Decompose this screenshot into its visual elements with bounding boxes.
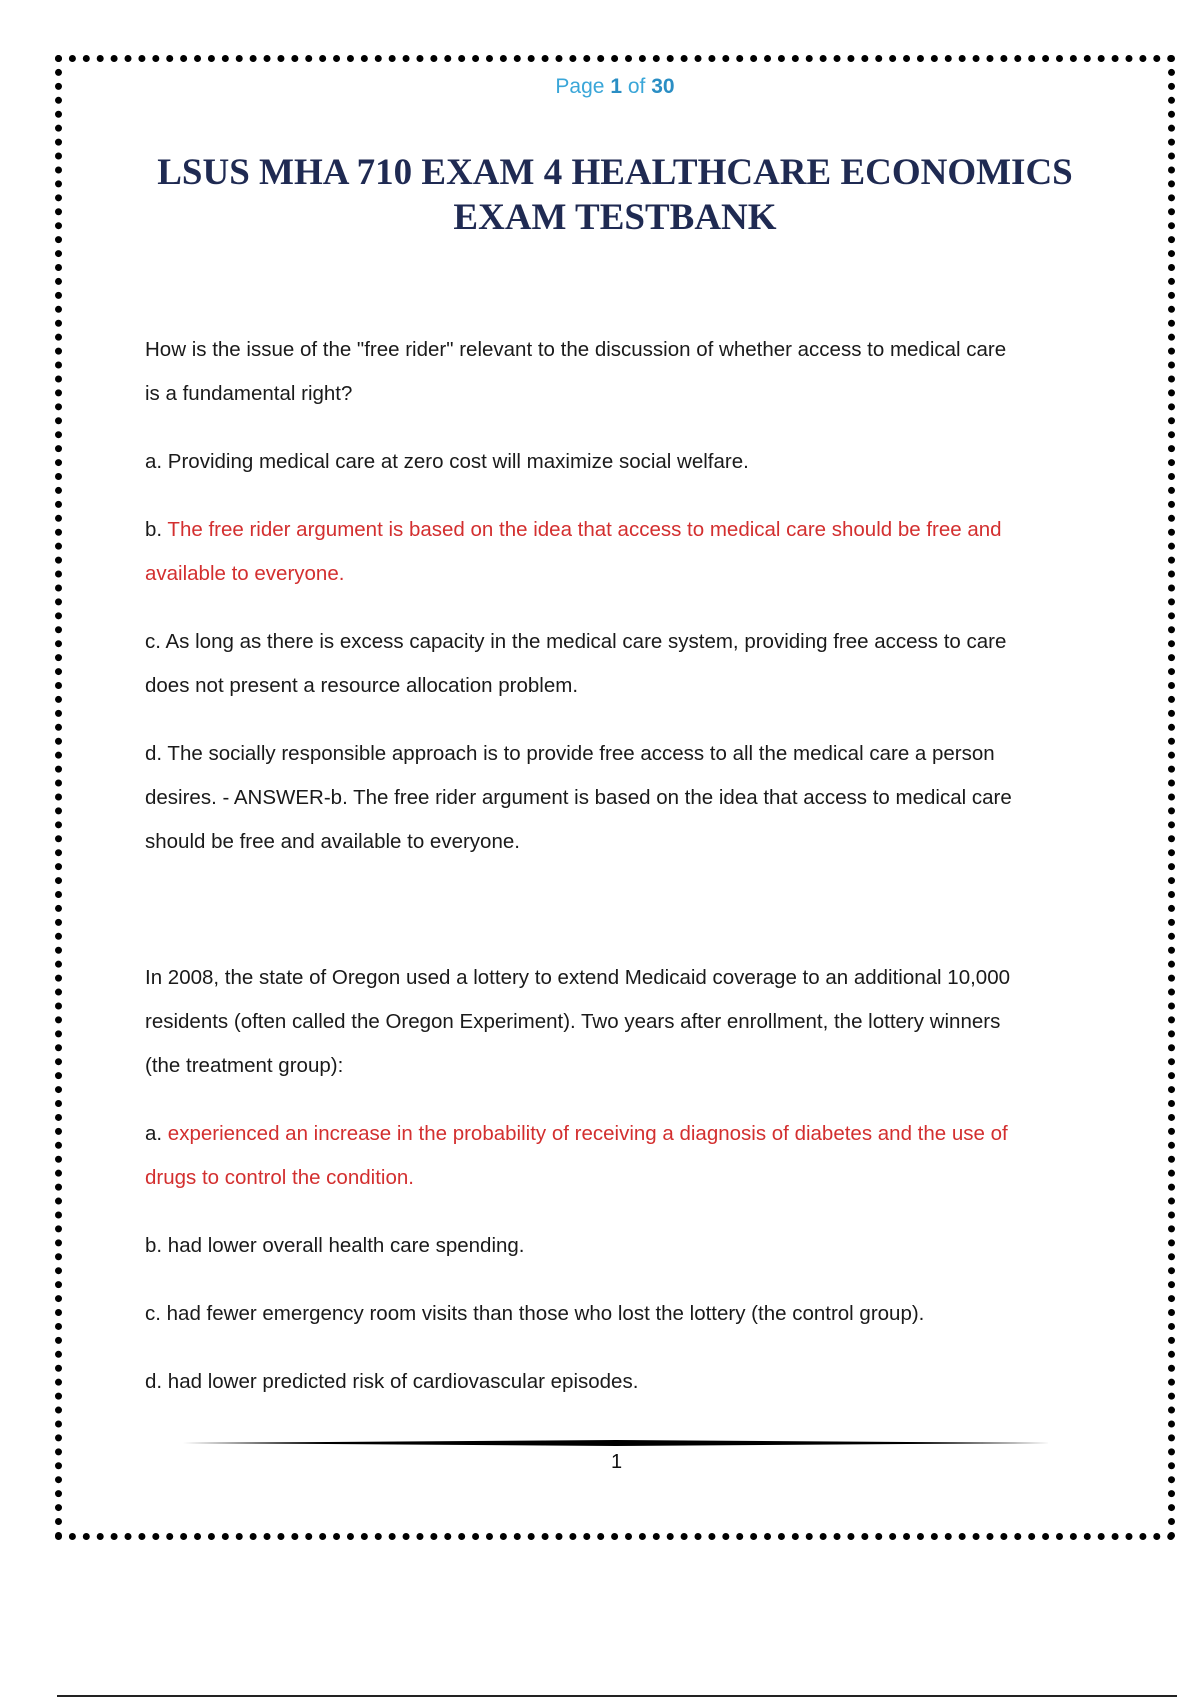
question-2-option-b: b. had lower overall health care spending. bbox=[145, 1234, 525, 1257]
question-2-option-d: d. had lower predicted risk of cardiovascular episodes. bbox=[145, 1370, 639, 1393]
page-number: 1 bbox=[610, 1451, 623, 1473]
bottom-edge-line bbox=[57, 1695, 1177, 1697]
footer-divider bbox=[183, 1440, 1050, 1446]
page-indicator: Page 1 of 30 bbox=[555, 75, 675, 98]
question-1-text: How is the issue of the "free rider" relevant to the discussion of whether access to medical care is a fundamental right? bbox=[145, 338, 1007, 405]
question-1-option-b: b. The free rider argument is based on the idea that access to medical care should be free and available to everyone. bbox=[145, 518, 1002, 585]
question-1-option-d: d. The socially responsible approach is to provide free access to all the medical care a person desires. - ANSWER-b. The free rider argument is based on the idea that access to medical care should be free and available to everyone. bbox=[145, 742, 1012, 853]
question-2-option-c: c. had fewer emergency room visits than those who lost the lottery (the control group). bbox=[145, 1302, 925, 1325]
document-title bbox=[120, 150, 1110, 240]
question-2 bbox=[145, 956, 1095, 1404]
title-line-1: LSUS MHA 710 EXAM 4 HEALTHCARE ECONOMICS bbox=[157, 152, 1073, 193]
correct-answer-highlight: experienced an increase in the probability of receiving a diagnosis of diabetes and the use of bbox=[167, 1122, 1008, 1145]
question-1 bbox=[145, 328, 1095, 864]
question-2-option-a: a. experienced an increase in the probability of receiving a diagnosis of diabetes and the use of drugs to control the condition. bbox=[145, 1122, 1008, 1189]
title-line-2: EXAM TESTBANK bbox=[453, 197, 777, 238]
correct-answer-highlight: The free rider argument is based on the idea that access to medical care should be free and bbox=[167, 518, 1002, 541]
question-1-option-a: a. Providing medical care at zero cost will maximize social welfare. bbox=[145, 450, 749, 473]
question-1-option-c: c. As long as there is excess capacity in the medical care system, providing free access to care does not present a resource allocation problem. bbox=[145, 630, 1007, 697]
question-2-text: In 2008, the state of Oregon used a lottery to extend Medicaid coverage to an additional 10,000 residents (often called the Oregon Experiment). Two years after enrollment, the lottery winners (the treatment group): bbox=[145, 966, 1011, 1077]
